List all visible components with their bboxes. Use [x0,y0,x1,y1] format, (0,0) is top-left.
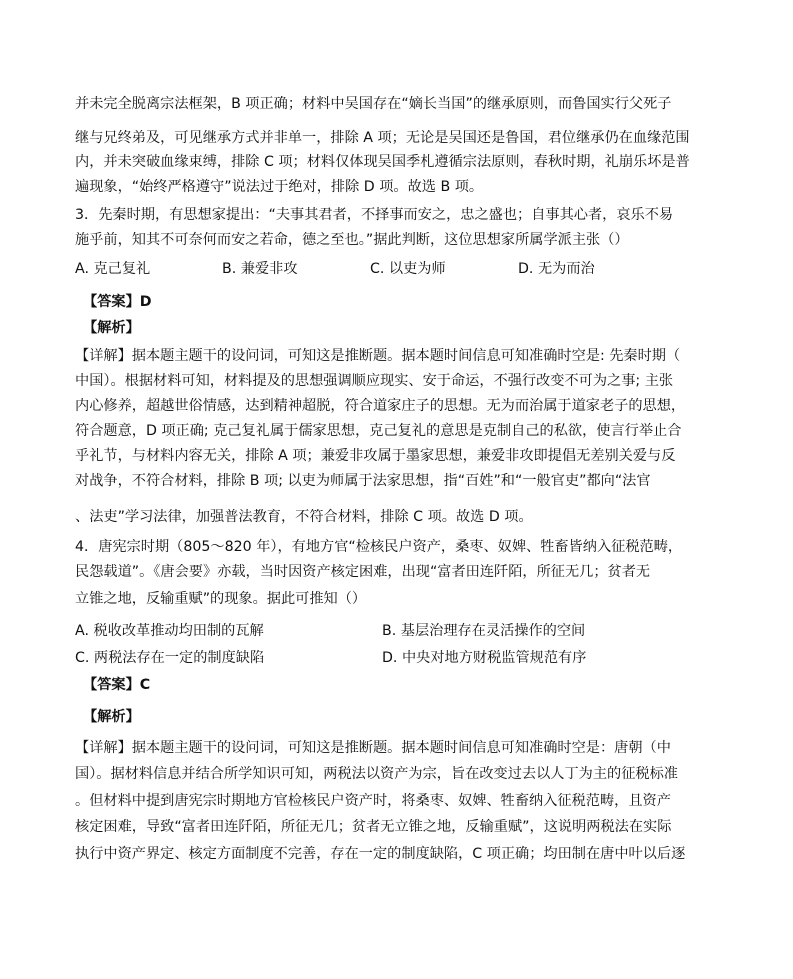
q3-stem-line-1: 3．先秦时期，有思想家提出：“夫事其君者，不择事而安之，忠之盛也；自事其心者，哀乐不易 [75,207,674,223]
q4-detail-line-3: 。但材料中提到唐宪宗时期地方官检核民户资产时，将桑枣、奴婢、牲畜纳入征税范畴，且资产 [75,793,671,809]
q2-analysis-line-4: 遍现象，“始终严格遵守”说法过于绝对，排除 D 项。故选 B 项。 [75,179,484,195]
q3-option-b: B. 兼爱非攻 [222,261,298,277]
q3-answer: 【答案】D [83,294,152,310]
q4-detail-line-2: 国）。据材料信息并结合所学知识可知，两税法以资产为宗，旨在改变过去以人丁为主的征税标准 [75,766,678,782]
q4-detail-line-4: 核定困难，导致“富者田连阡陌，所征无几；贫者无立锥之地，反输重赋”，这说明两税法在实际 [75,819,672,835]
q2-analysis-line-2: 继与兄终弟及，可见继承方式并非单一，排除 A 项；无论是吴国还是鲁国，君位继承仍在血缘范围 [75,130,690,146]
q2-analysis-line-1: 并未完全脱离宗法框架，B 项正确；材料中吴国存在“嫡长当国”的继承原则，而鲁国实行父死子 [75,96,672,112]
q4-option-b: B. 基层治理存在灵活操作的空间 [382,623,586,639]
q4-stem-line-2: 民怨载道”。《唐会要》亦载，当时因资产核定困难，出现“富者田连阡陌，所征无几；贫者无 [75,564,651,580]
q3-option-a: A. 克己复礼 [75,261,151,277]
q4-stem-line-1: 4．唐宪宗时期（805～820 年），有地方官“检核民户资产，桑枣、奴婢、牲畜皆纳入征税范畴， [75,539,683,555]
q4-option-a: A. 税收改革推动均田制的瓦解 [75,623,264,639]
q4-detail-line-1: 【详解】据本题主题干的设问词，可知这是推断题。据本题时间信息可知准确时空是：唐朝（中 [75,740,671,756]
q3-option-d: D. 无为而治 [518,261,595,277]
q4-answer: 【答案】C [83,677,151,693]
q3-detail-line-2: 中国）。根据材料可知，材料提及的思想强调顺应现实、安于命运，不强行改变不可为之事; 主张 [75,373,674,389]
q3-option-c: C. 以吏为师 [370,261,446,277]
q4-option-d: D. 中央对地方财税监管规范有序 [382,650,587,666]
q4-analysis-label: 【解析】 [83,709,140,725]
q3-detail-line-6: 对战争，不符合材料，排除 B 项; 以吏为师属于法家思想，指“百姓”和“一般官吏”都向“法官 [75,473,651,489]
q3-detail-line-7: 、法吏”学习法律，加强普法教育，不符合材料，排除 C 项。故选 D 项。 [75,509,533,525]
q3-stem-line-2: 施乎前，知其不可奈何而安之若命，德之至也。”据此判断，这位思想家所属学派主张（） [75,232,629,248]
q3-analysis-label: 【解析】 [83,320,140,336]
q3-detail-line-3: 内心修养，超越世俗情感，达到精神超脱，符合道家庄子的思想。无为而治属于道家老子的思想， [75,398,686,414]
q4-option-c: C. 两税法存在一定的制度缺陷 [75,650,265,666]
q4-stem-line-3: 立锥之地，反输重赋”的现象。据此可推知（） [75,591,367,607]
q3-detail-line-5: 乎礼节，与材料内容无关，排除 A 项；兼爱非攻属于墨家思想，兼爱非攻即提倡无差别关爱与反 [75,448,676,464]
q3-detail-line-1: 【详解】据本题主题干的设问词，可知这是推断题。据本题时间信息可知准确时空是: 先秦时期（ [75,348,681,364]
q3-detail-line-4: 符合题意，D 项正确; 克己复礼属于儒家思想，克己复礼的意思是克制自己的私欲，使言行举止合 [75,423,682,439]
q4-detail-line-5: 执行中资产界定、核定方面制度不完善，存在一定的制度缺陷，C 项正确；均田制在唐中叶以后逐 [75,846,686,862]
q2-analysis-line-3: 内，并未突破血缘束缚，排除 C 项；材料仅体现吴国季札遵循宗法原则，春秋时期，礼崩乐坏是普 [75,154,690,170]
